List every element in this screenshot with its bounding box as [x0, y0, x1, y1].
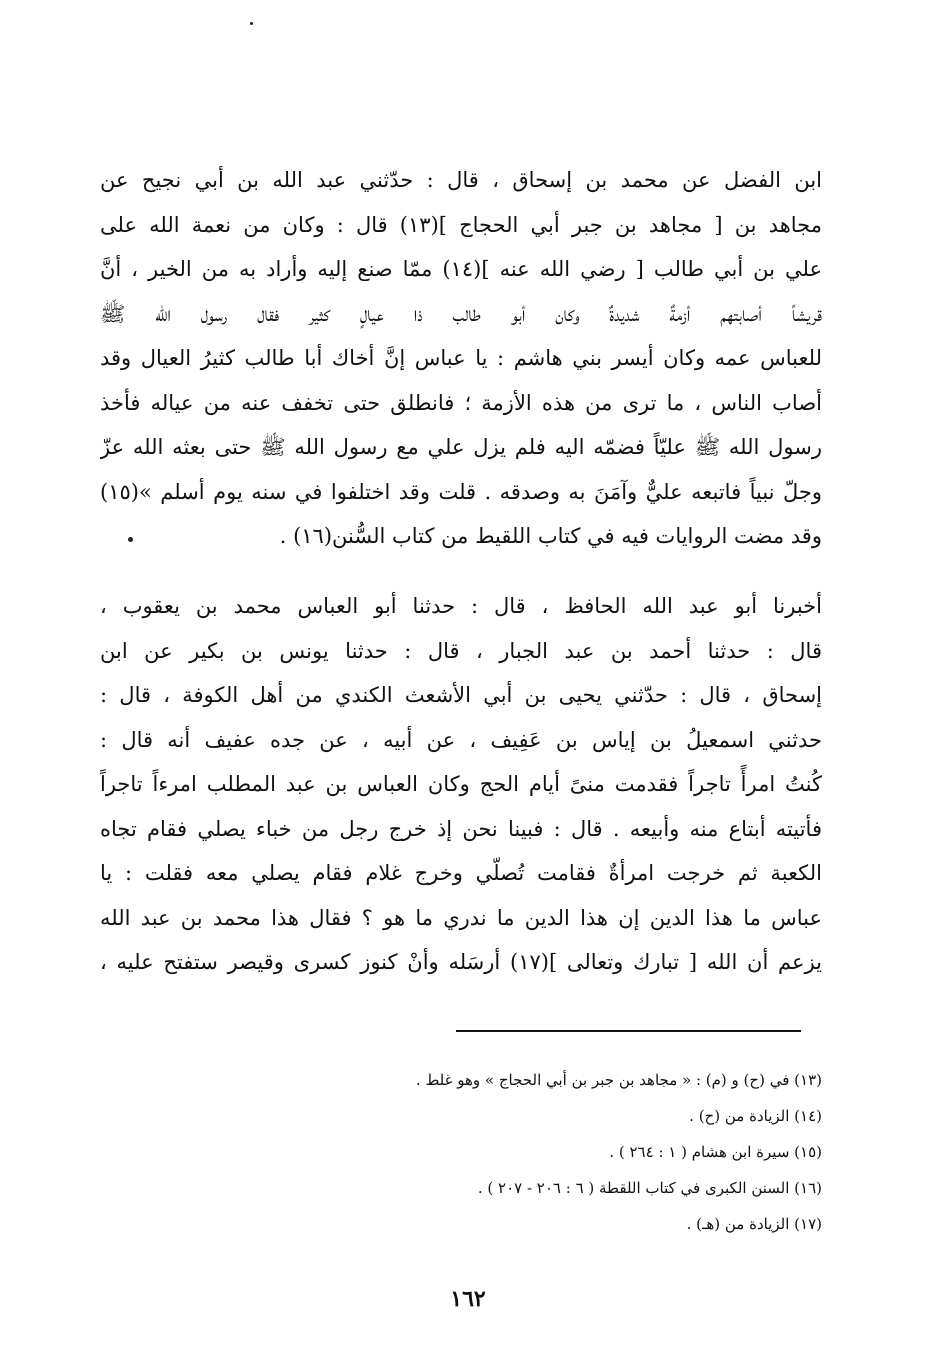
text-line: عباس ما هذا الدين إن هذا الدين ما ندري ما هو ؟ فقال هذا محمد بن عبد الله	[100, 905, 822, 930]
footnote-separator	[456, 1030, 801, 1032]
text-line: إسحاق ، قال : حدّثني يحيى بن أبي الأشعث الكندي من أهل الكوفة ، قال :	[100, 683, 822, 707]
text-line: فأتيته أبتاع منه وأبيعه . قال : فبينا نحن إذ خرج رجل من خباء يصلي فقام تجاه	[100, 816, 822, 841]
text-line: للعباس عمه وكان أيسر بني هاشم : يا عباس إنَّ أخاك أبا طالب كثيرُ العيال وقد	[100, 346, 822, 370]
page-number: ١٦٢	[450, 1286, 486, 1312]
text-line: رسول الله ﷺ عليّاً فضمّه اليه فلم يزل علي مع رسول الله ﷺ حتى بعثه الله عزّ	[100, 435, 822, 459]
text-line: حدثني اسمعيلُ بن إياس بن عَفِيف ، عن أبيه ، عن جده عفيف أنه قال :	[100, 727, 822, 752]
text-line: قريشاً أصابتهم أزمةٌ شديدةٌ وكان أبو طالب ذا عيالٍ كثير فقال رسول الله ﷺ	[100, 301, 822, 326]
text-line: وجلّ نبياً فاتبعه عليٌّ وآمَنَ به وصدقه . قلت وقد اختلفوا في سنه يوم أسلم »(١٥)	[100, 479, 822, 504]
text-line: الكعبة ثم خرجت امرأةٌ فقامت تُصلّي وخرج غلام فقام يصلي معه فقلت : يا	[100, 861, 822, 885]
text-line: مجاهد بن [ مجاهد بن جبر أبي الحجاج ](١٣) قال : وكان من نعمة الله على	[100, 212, 822, 237]
footnote-13: (١٣) في (ح) و (م) : « مجاهد بن جبر بن أبي الحجاج » وهو غلط .	[415, 1071, 822, 1089]
footnote-16: (١٦) السنن الكبرى في كتاب اللقطة ( ٦ : ٢٠٦ - ٢٠٧ ) .	[477, 1179, 822, 1197]
footnote-17: (١٧) الزيادة من (هـ) .	[686, 1215, 822, 1233]
text-line: كُنتُ امرأً تاجراً فقدمت منىً أيام الحج وكان العباس بن عبد المطلب امرءاً تاجراً	[100, 772, 822, 796]
footnote-15: (١٥) سيرة ابن هشام ( ١ : ٢٦٤ ) .	[609, 1143, 822, 1161]
ink-speck	[250, 22, 253, 25]
text-line: علي بن أبي طالب [ رضي الله عنه ](١٤) ممّا صنع إليه وأراد به من الخير ، أنَّ	[100, 257, 822, 281]
paragraph-2	[100, 584, 822, 985]
footnotes	[300, 1062, 822, 1242]
text-line: قال : حدثنا أحمد بن عبد الجبار ، قال : حدثنا يونس بن بكير عن ابن	[100, 638, 822, 663]
text-line: يزعم أن الله [ تبارك وتعالى ](١٧) أرسَله وأنْ كنوز كسرى وقيصر ستفتح عليه ،	[100, 950, 822, 974]
text-line: أصاب الناس ، ما ترى من هذه الأزمة ؛ فانطلق حتى تخفف عنه من عياله فأخذ	[100, 390, 822, 415]
text-line: ابن الفضل عن محمد بن إسحاق ، قال : حدّثني عبد الله بن أبي نجيح عن	[100, 168, 822, 192]
text-line: أخبرنا أبو عبد الله الحافظ ، قال : حدثنا أبو العباس محمد بن يعقوب ،	[100, 594, 822, 618]
text-line: وقد مضت الروايات فيه في كتاب اللقيط من كتاب السُّنن(١٦) .	[279, 524, 822, 548]
footnote-14: (١٤) الزيادة من (ح) .	[689, 1107, 822, 1125]
paragraph-1	[100, 158, 822, 559]
